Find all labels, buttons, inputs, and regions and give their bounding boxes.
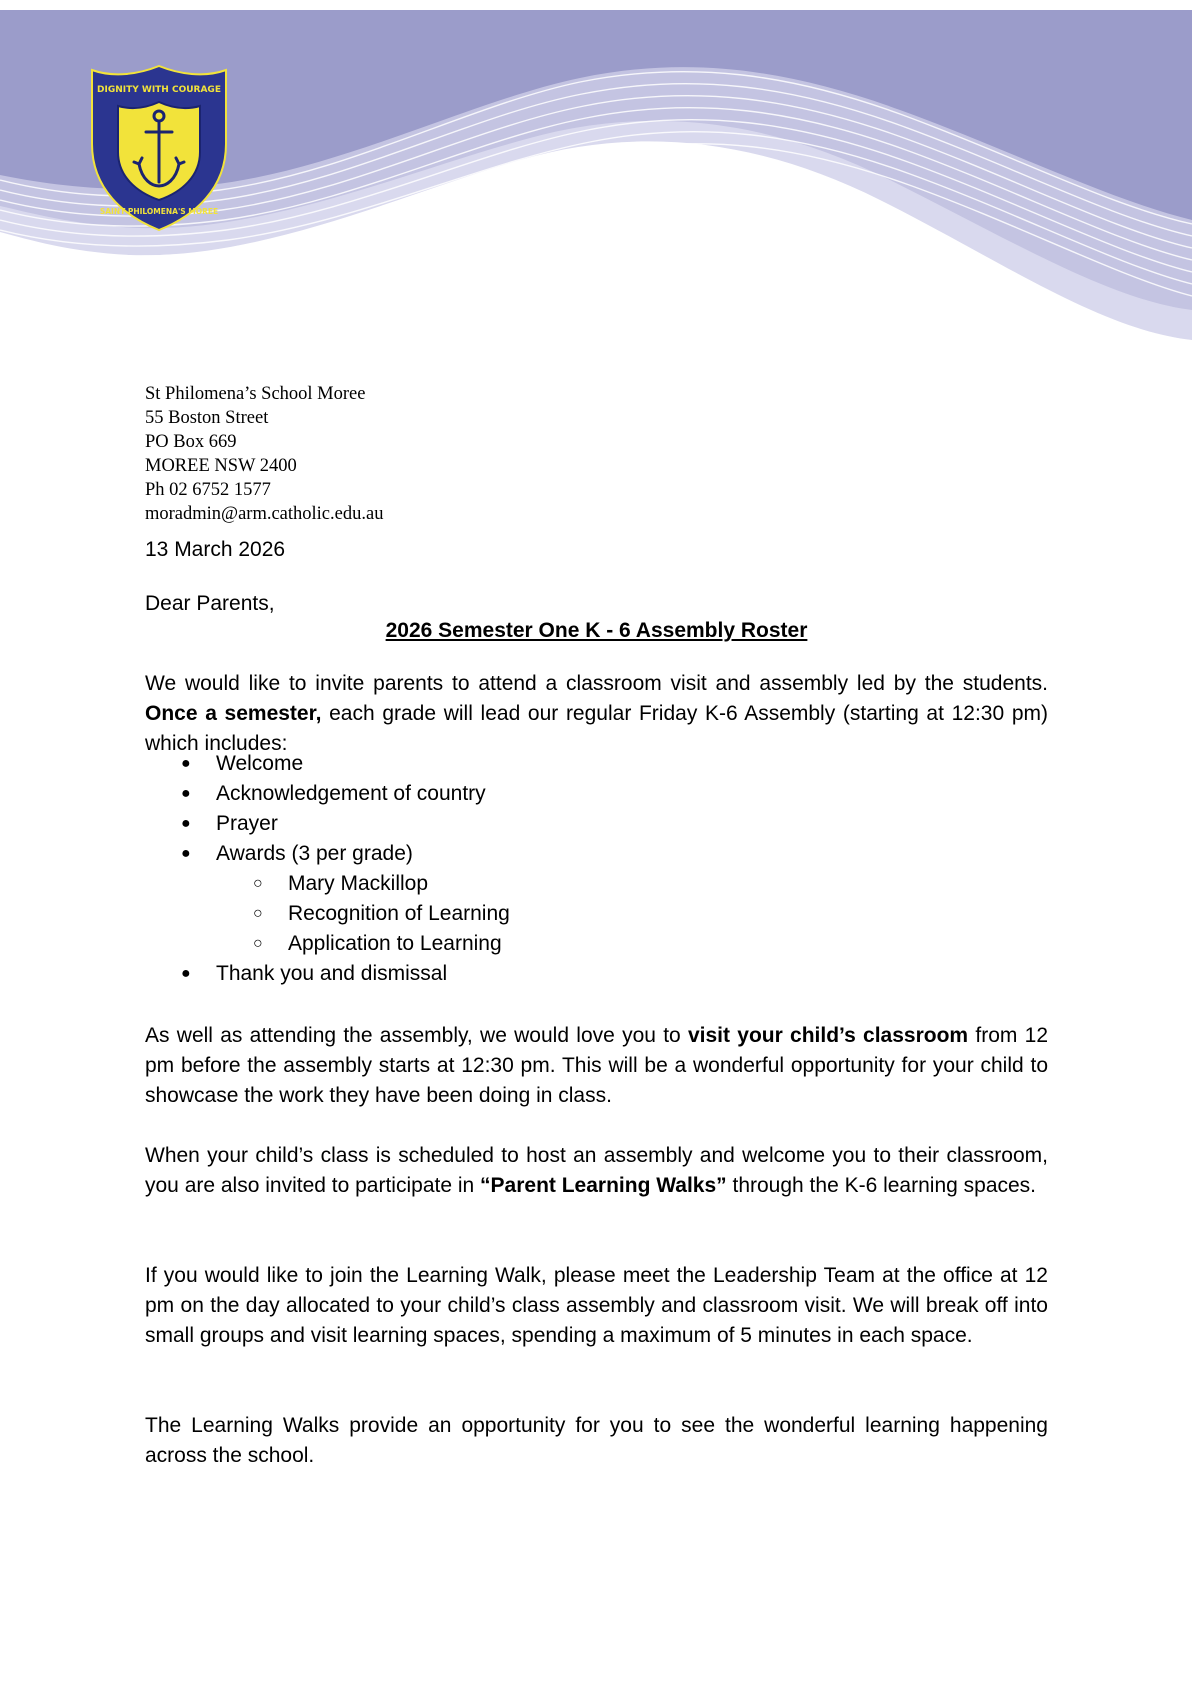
bullet-icon: ● xyxy=(181,845,191,862)
email-address: moradmin@arm.catholic.edu.au xyxy=(145,504,384,524)
phone-number: Ph 02 6752 1577 xyxy=(145,480,271,500)
paragraph-invitation: We would like to invite parents to attend a classroom visit and assembly led by the students. Once a semester, each grade will lead our regular Friday K-6 Assembly (starting at 12:30 pm) which includes: xyxy=(145,672,1048,755)
po-box: PO Box 669 xyxy=(145,432,237,452)
bullet-icon: ● xyxy=(181,815,191,832)
hollow-bullet-icon: ○ xyxy=(253,905,263,922)
list-item: ● Prayer xyxy=(145,809,510,839)
list-item: ● Welcome xyxy=(145,749,510,779)
assembly-agenda-list xyxy=(145,749,510,989)
school-crest-logo xyxy=(84,64,234,234)
paragraph-learning-walks-closing: The Learning Walks provide an opportunity for you to see the wonderful learning happening across the school. xyxy=(145,1414,1048,1467)
paragraph-learning-walk-details: If you would like to join the Learning Walk, please meet the Leadership Team at the office at 12 pm on the day allocated to your child’s class assembly and classroom visit. We will break off into small groups and visit learning spaces, spending a maximum of 5 minutes in each space. xyxy=(145,1264,1048,1347)
bullet-icon: ● xyxy=(181,965,191,982)
letter-date: 13 March 2026 xyxy=(145,538,286,561)
hollow-bullet-icon: ○ xyxy=(253,935,263,952)
paragraph-learning-walks-invite: When your child’s class is scheduled to host an assembly and welcome you to their classroom, you are also invited to participate in “Parent Learning Walks” through the K-6 learning spaces. xyxy=(145,1144,1048,1197)
school-name: St Philomena’s School Moree xyxy=(145,384,366,404)
crest-motto-bottom: SAINT PHILOMENA'S MOREE xyxy=(99,207,219,216)
bold-once-a-semester: Once a semester, xyxy=(145,702,322,725)
street-address: 55 Boston Street xyxy=(145,408,269,428)
letter-title: 2026 Semester One K - 6 Assembly Roster xyxy=(385,619,808,642)
crest-motto-top: DIGNITY WITH COURAGE xyxy=(97,85,221,95)
list-item: ● Awards (3 per grade) xyxy=(145,839,510,869)
sub-list-item: ○ Mary Mackillop xyxy=(145,869,510,899)
bullet-icon: ● xyxy=(181,755,191,772)
sub-list-item: ○ Recognition of Learning xyxy=(145,899,510,929)
salutation: Dear Parents, xyxy=(145,592,275,615)
bullet-icon: ● xyxy=(181,785,191,802)
school-address-block xyxy=(145,382,383,526)
bold-visit-classroom: visit your child’s classroom xyxy=(687,1024,969,1047)
hollow-bullet-icon: ○ xyxy=(253,875,263,892)
bold-parent-learning-walks: “Parent Learning Walks” xyxy=(480,1174,727,1197)
paragraph-classroom-visit: As well as attending the assembly, we would love you to visit your child’s classroom from 12 pm before the assembly starts at 12:30 pm. This will be a wonderful opportunity for your child to showcase the work they have been doing in class. xyxy=(145,1024,1048,1107)
list-item: ● Thank you and dismissal xyxy=(145,959,510,989)
town-postcode: MOREE NSW 2400 xyxy=(145,456,297,476)
sub-list-item: ○ Application to Learning xyxy=(145,929,510,959)
list-item: ● Acknowledgement of country xyxy=(145,779,510,809)
